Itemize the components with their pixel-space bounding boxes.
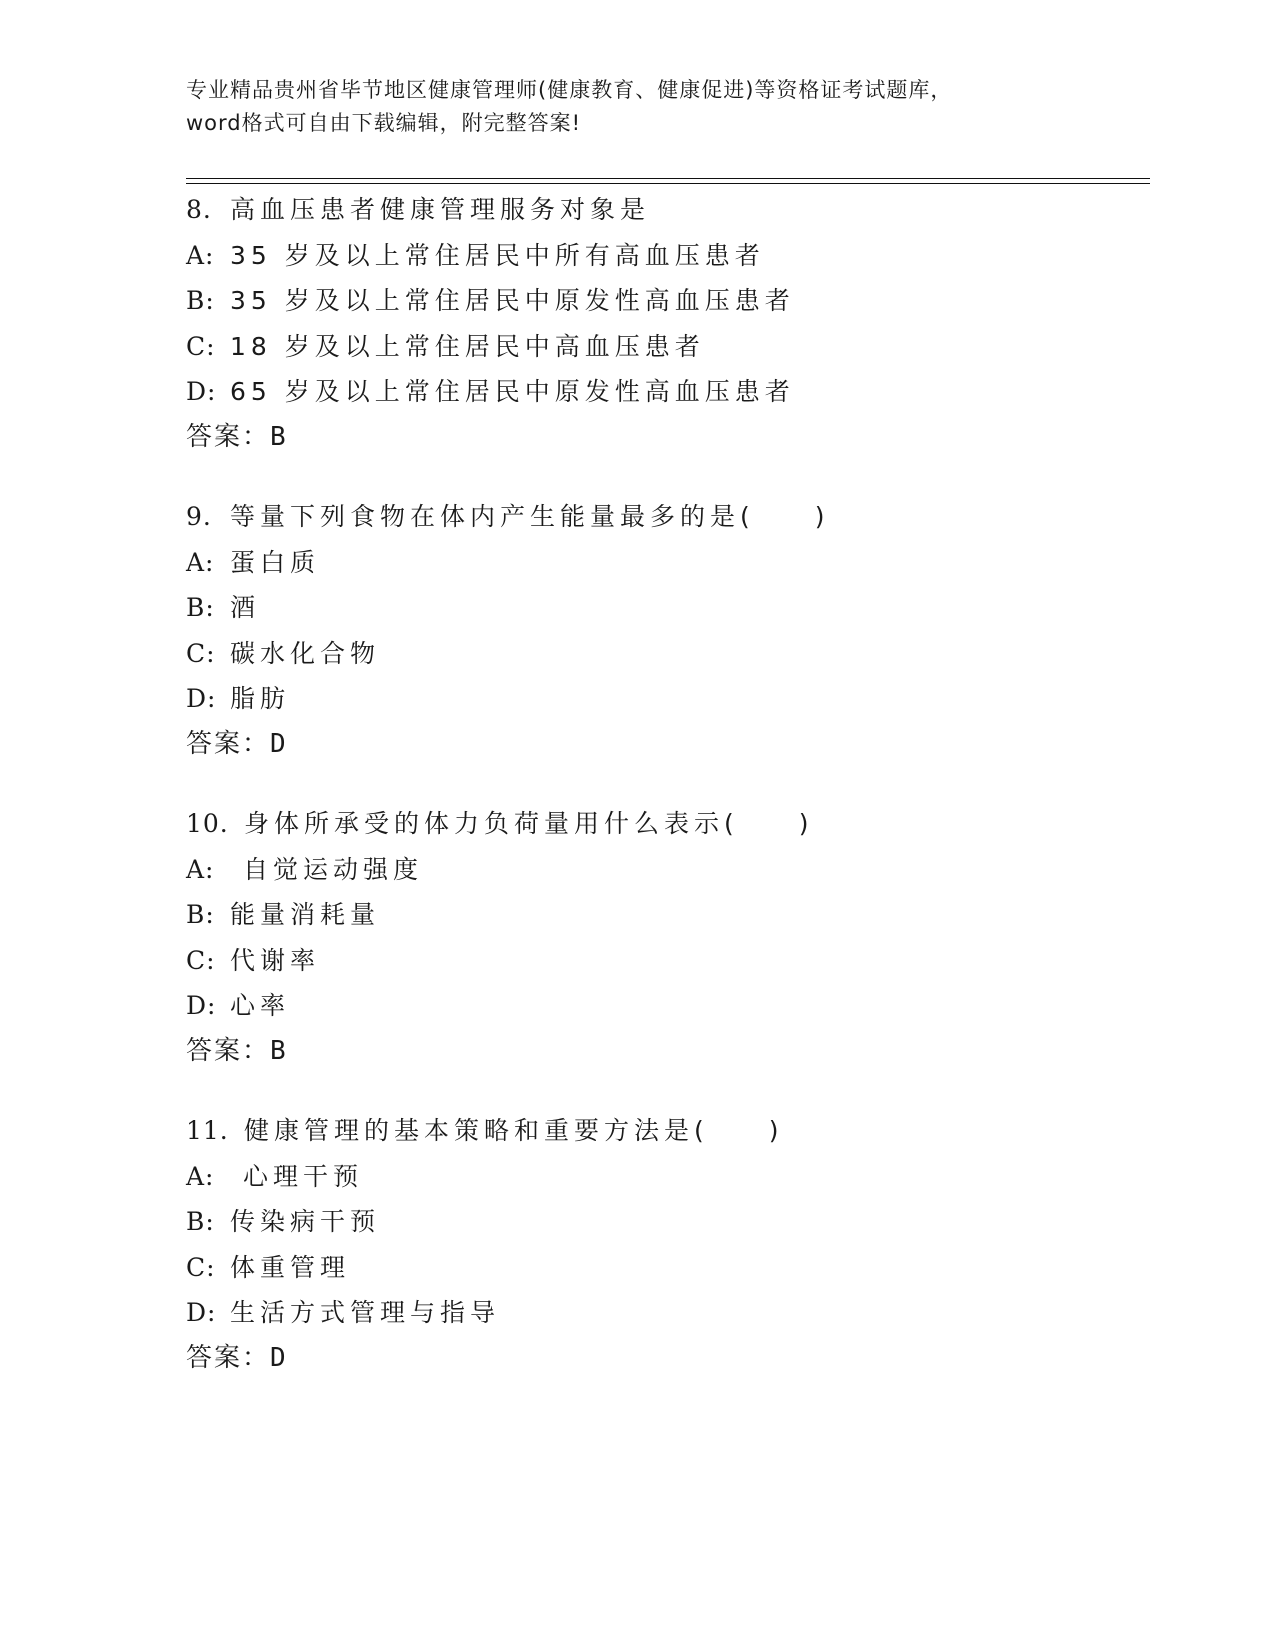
option-text: 能量消耗量 xyxy=(230,900,381,929)
question-stem xyxy=(186,494,1150,540)
option-letter: C: xyxy=(186,638,216,668)
answer-line xyxy=(186,722,1150,768)
question-number: 11. xyxy=(186,1116,229,1145)
option-text: 传染病干预 xyxy=(230,1207,381,1236)
document-header xyxy=(186,74,1106,140)
header-line-2: word格式可自由下载编辑，附完整答案! xyxy=(186,111,582,135)
option-a xyxy=(186,540,1150,586)
answer-value: B xyxy=(270,1035,288,1066)
option-letter: B: xyxy=(186,593,215,622)
option-text: 自觉运动强度 xyxy=(230,854,423,884)
option-text: 蛋白质 xyxy=(230,547,321,577)
answer-line xyxy=(186,1336,1150,1382)
option-letter: B: xyxy=(186,900,215,929)
option-letter: A: xyxy=(186,854,215,884)
answer-value: D xyxy=(270,1342,288,1373)
question-stem xyxy=(186,1108,1150,1154)
option-text: 35 岁及以上常住居民中原发性高血压患者 xyxy=(230,286,795,315)
question-block xyxy=(186,801,1150,1074)
answer-label: 答案： xyxy=(186,1035,271,1066)
question-block xyxy=(186,187,1150,460)
answer-label: 答案： xyxy=(186,728,271,759)
option-letter: C: xyxy=(186,1252,216,1282)
option-a xyxy=(186,1154,1150,1200)
option-text: 心率 xyxy=(230,991,291,1020)
option-d xyxy=(186,1290,1150,1336)
option-text: 碳水化合物 xyxy=(230,638,381,668)
option-b xyxy=(186,278,1150,324)
option-letter: A: xyxy=(186,240,215,270)
option-d xyxy=(186,983,1150,1029)
option-c xyxy=(186,324,1150,370)
option-letter: C: xyxy=(186,945,216,975)
option-text: 代谢率 xyxy=(230,945,321,975)
option-text: 脂肪 xyxy=(230,684,291,713)
question-stem xyxy=(186,187,1150,233)
question-number: 9. xyxy=(186,502,212,531)
option-b xyxy=(186,1199,1150,1245)
question-number: 10. xyxy=(186,809,229,838)
option-a xyxy=(186,233,1150,279)
option-b xyxy=(186,585,1150,631)
answer-value: D xyxy=(270,728,288,759)
option-letter: C: xyxy=(186,331,216,361)
question-text: 身体所承受的体力负荷量用什么表示( ) xyxy=(244,809,814,838)
question-list xyxy=(186,187,1150,1415)
option-a xyxy=(186,847,1150,893)
option-text: 体重管理 xyxy=(230,1252,351,1282)
option-letter: B: xyxy=(186,286,215,315)
option-letter: D: xyxy=(186,377,217,406)
question-text: 等量下列食物在体内产生能量最多的是( ) xyxy=(230,502,830,531)
question-stem xyxy=(186,801,1150,847)
question-text: 高血压患者健康管理服务对象是 xyxy=(230,195,651,224)
answer-label: 答案： xyxy=(186,421,271,452)
question-block xyxy=(186,1108,1150,1381)
option-c xyxy=(186,631,1150,677)
option-letter: D: xyxy=(186,991,217,1020)
header-divider-bottom xyxy=(186,183,1150,184)
option-c xyxy=(186,938,1150,984)
question-text: 健康管理的基本策略和重要方法是( ) xyxy=(244,1116,784,1145)
header-divider-top xyxy=(186,178,1150,179)
option-text: 心理干预 xyxy=(230,1161,363,1191)
header-line-1: 专业精品贵州省毕节地区健康管理师(健康教育、健康促进)等资格证考试题库， xyxy=(186,78,953,102)
option-letter: D: xyxy=(186,684,217,713)
answer-label: 答案： xyxy=(186,1342,271,1373)
question-block xyxy=(186,494,1150,767)
option-text: 65 岁及以上常住居民中原发性高血压患者 xyxy=(230,377,795,406)
option-text: 35 岁及以上常住居民中所有高血压患者 xyxy=(230,240,765,270)
answer-line xyxy=(186,415,1150,461)
option-c xyxy=(186,1245,1150,1291)
option-text: 18 岁及以上常住居民中高血压患者 xyxy=(230,331,705,361)
option-d xyxy=(186,369,1150,415)
option-letter: D: xyxy=(186,1298,217,1327)
answer-value: B xyxy=(270,421,288,452)
question-number: 8. xyxy=(186,195,212,224)
option-letter: A: xyxy=(186,1161,215,1191)
option-letter: B: xyxy=(186,1207,215,1236)
option-b xyxy=(186,892,1150,938)
option-text: 酒 xyxy=(230,593,261,622)
option-d xyxy=(186,676,1150,722)
answer-line xyxy=(186,1029,1150,1075)
option-text: 生活方式管理与指导 xyxy=(230,1298,501,1327)
option-letter: A: xyxy=(186,547,215,577)
